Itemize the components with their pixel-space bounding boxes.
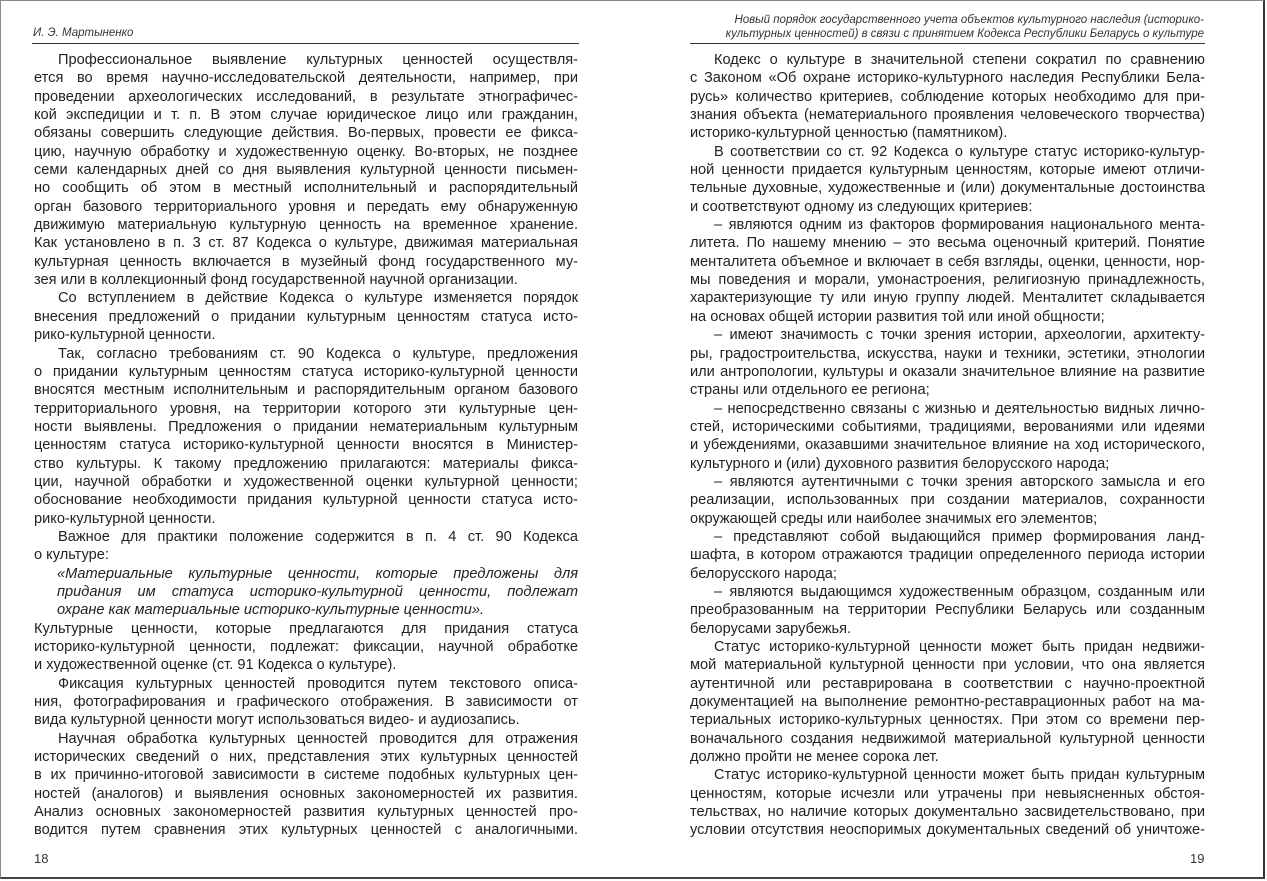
- text-line: культурная ценность включается в музейный фонд государственного му-: [34, 253, 578, 270]
- text-line: преобразованным на территории Республики Беларусь или созданным: [690, 602, 1205, 619]
- text-line: документацией на выполнение ремонтно-реставрационных работ на ма-: [690, 694, 1205, 711]
- text-line: Со вступлением в действие Кодекса о культуре изменяется порядок: [58, 290, 578, 307]
- page-number: 19: [1190, 851, 1205, 866]
- text-line: цию, научную обработку и художественную оценку. Во-вторых, не позднее: [34, 143, 578, 160]
- text-line: стей, историческими событиями, традициями, верованиями или идеями: [690, 418, 1205, 435]
- paragraph: [690, 216, 1205, 326]
- left-page: [0, 0, 633, 881]
- text-line: историко-культурной ценностью (памятником).: [690, 125, 1008, 142]
- text-line: ностей (аналогов) и выявления основных закономерностей их развития.: [34, 785, 578, 802]
- text-line: характеризующие ту или иную группу людей. Менталитет складывается: [690, 290, 1205, 307]
- text-line: территориального уровня, на территории которого эти культурные цен-: [34, 400, 578, 417]
- text-line: тельствах, но наличие которых документально засвидетельствовано, при: [690, 804, 1205, 821]
- paragraph: [34, 675, 578, 730]
- text-line: литета. По нашему мнению – это весьма оценочный критерий. Понятие: [690, 235, 1205, 252]
- text-line: Так, согласно требованиям ст. 90 Кодекса о культуре, предложения: [58, 345, 578, 362]
- body-text-column: [690, 51, 1205, 840]
- text-line: ры, градостроительства, искусства, науки и техники, эстетики, этнологии: [690, 345, 1205, 362]
- text-line: придания им статуса историко-культурной ценности, подлежат: [57, 583, 578, 600]
- text-line: вида культурной ценности могут использоваться видео- и аудиозапись.: [34, 712, 520, 729]
- text-line: воначального создания недвижимой материальной культурной ценности: [690, 730, 1205, 747]
- text-line: Культурные ценности, которые предлагаются для придания статуса: [34, 620, 578, 637]
- paragraph: [34, 620, 578, 675]
- paragraph: [690, 143, 1205, 216]
- text-line: страны или отдельного ее региона;: [690, 382, 930, 399]
- paragraph: [34, 289, 578, 344]
- text-line: но сообщить об этом в местный исполнительный и распорядительный: [34, 180, 578, 197]
- text-line: ния, фотографирования и графического отображения. В зависимости от: [34, 694, 578, 711]
- text-line: ной ценности придается культурным ценностям, которые имеют отличи-: [690, 162, 1205, 179]
- text-line: ции, научной обработки и художественной оценки культурной ценности;: [34, 473, 578, 490]
- text-line: семи календарных дней со дня выявления культурной ценности письмен-: [34, 162, 578, 179]
- text-line: – непосредственно связаны с жизнью и деятельностью видных лично-: [714, 400, 1205, 417]
- paragraph: [690, 326, 1205, 399]
- paragraph: [690, 51, 1205, 143]
- text-line: и убеждениями, оказавшими значительное влияние на ход исторического,: [690, 437, 1205, 454]
- paragraph: [690, 766, 1205, 839]
- text-line: культурного и (или) духовного развития белорусского народа;: [690, 455, 1110, 472]
- text-line: знания объекта (нематериального проявления человеческого творчества): [690, 107, 1205, 124]
- text-line: реализации, использованных при создании материалов, сохранности: [690, 492, 1205, 509]
- page-number: 18: [34, 851, 49, 866]
- block-quote: [34, 565, 578, 620]
- paragraph: [690, 638, 1205, 766]
- text-line: кой экспедиции и т. п. В этом случае юридическое лицо или гражданин,: [34, 107, 578, 124]
- text-line: проведении археологических исследований, в результате этнографичес-: [34, 88, 578, 105]
- paragraph: [690, 473, 1205, 528]
- text-line: аутентичной или реставрирована в соответствии с научно-проектной: [690, 675, 1205, 692]
- text-line: ценностям, которые исчезли или утрачены при невыясненных обстоя-: [690, 785, 1205, 802]
- text-line: Статус историко-культурной ценности может быть придан культурным: [714, 767, 1205, 784]
- text-line: историко-культурной ценности, подлежат: фиксации, научной обработке: [34, 639, 578, 655]
- paragraph: [690, 400, 1205, 473]
- text-line: на основах общей истории развития той или иной общности;: [690, 308, 1105, 325]
- text-line: белорусами зарубежья.: [690, 620, 852, 637]
- text-line: исторических сведений о них, представления этих культурных ценностей: [34, 749, 578, 766]
- text-line: – являются одним из факторов формирования национального мента-: [714, 217, 1205, 234]
- text-line: с Законом «Об охране историко-культурного наследия Республики Бела-: [690, 70, 1205, 87]
- text-line: обязаны совершить следующие действия. Во-первых, провести ее фикса-: [34, 125, 578, 142]
- text-line: зея или в коллекционный фонд государственной научной организации.: [34, 272, 518, 289]
- text-line: водится путем сравнения этих культурных ценностей с аналогичными.: [34, 822, 578, 839]
- text-line: – имеют значимость с точки зрения истории, археологии, архитекту-: [714, 327, 1205, 344]
- text-line: в их причинно-итоговой зависимости в системе подобных культурных цен-: [34, 767, 578, 784]
- text-line: – являются аутентичными с точки зрения авторского замысла и его: [714, 473, 1205, 490]
- text-line: Фиксация культурных ценностей проводится путем текстового описа-: [58, 675, 578, 692]
- text-line: белорусского народа;: [690, 565, 837, 582]
- text-line: о придании культурным ценностям статуса историко-культурной ценности: [34, 363, 578, 380]
- text-line: – являются выдающимся художественным образцом, созданным или: [714, 583, 1205, 600]
- text-line: ется во время научно-исследовательской деятельности, например, при: [34, 70, 578, 87]
- paragraph: [690, 528, 1205, 583]
- text-line: Важное для практики положение содержится в п. 4 ст. 90 Кодекса: [58, 528, 578, 545]
- paragraph: [34, 730, 578, 840]
- text-line: и соответствуют одному из следующих критериев:: [690, 198, 1033, 215]
- text-line: обоснование необходимости придания культурной ценности статуса исто-: [34, 492, 578, 509]
- text-line: Профессиональное выявление культурных ценностей осуществля-: [58, 52, 578, 68]
- text-line: Анализ основных закономерностей развития культурных ценностей про-: [34, 804, 578, 821]
- right-page: [634, 0, 1267, 881]
- running-head-line: культурных ценностей) в связи с принятием Кодекса Республики Беларусь о культуре: [725, 27, 1204, 40]
- text-line: Статус историко-культурной ценности может быть придан недвижи-: [714, 639, 1205, 655]
- text-line: орган базового территориального уровня и передать ему обнаруженную: [34, 198, 578, 215]
- text-line: окружающей среды или наиболее значимых его элементов;: [690, 510, 1098, 527]
- text-line: шафта, в котором отражаются традиции определенного периода истории: [690, 547, 1205, 564]
- text-line: Научная обработка культурных ценностей проводится для отражения: [58, 730, 578, 747]
- body-text-column: [34, 51, 578, 840]
- text-line: должно пройти не менее сорока лет.: [690, 749, 939, 766]
- running-head-author: И. Э. Мартыненко: [33, 27, 134, 39]
- text-line: русь» количество критериев, соблюдение которых необходимо для при-: [690, 88, 1205, 105]
- text-line: вносятся местным исполнительным и распорядительным органом базового: [34, 382, 578, 399]
- text-line: охране как материальные историко-культурные ценности».: [57, 602, 485, 619]
- text-line: мы поведения и морали, умонастроения, религиозную принадлежность,: [690, 272, 1205, 289]
- text-line: условии отсутствия неоспоримых документальных сведений об уничтоже-: [690, 822, 1205, 839]
- text-line: «Материальные культурные ценности, которые предложены для: [57, 565, 578, 582]
- paragraph: [690, 583, 1205, 638]
- running-head-title: [690, 14, 1204, 41]
- header-rule: [32, 43, 579, 44]
- text-line: рико-культурной ценности.: [34, 327, 216, 344]
- text-line: рико-культурной ценности.: [34, 510, 216, 527]
- running-head-line: Новый порядок государственного учета объектов культурного наследия (историко-: [734, 14, 1204, 26]
- text-line: и художественной оценке (ст. 91 Кодекса о культуре).: [34, 657, 397, 674]
- text-line: тельные духовные, художественные и (или) документальные достоинства: [690, 180, 1205, 197]
- text-line: ности выявлены. Предложения о придании нематериальным культурным: [34, 418, 578, 435]
- text-line: Как установлено в п. 3 ст. 87 Кодекса о культуре, движимая материальная: [34, 235, 578, 252]
- text-line: Кодекс о культуре в значительной степени сократил по сравнению: [714, 52, 1205, 68]
- text-line: внесения предложений о придании культурным ценностям статуса исто-: [34, 308, 578, 325]
- text-line: менталитета объемное и включает в себя взгляды, оценки, ценности, нор-: [690, 253, 1205, 270]
- text-line: движимую материальную культурную ценность на временное хранение.: [34, 217, 578, 234]
- text-line: или антропологии, культуры и оказали значительное влияние на развитие: [690, 363, 1205, 380]
- text-line: ценностям статуса историко-культурной ценности вносятся в Министер-: [34, 437, 578, 454]
- paragraph: [34, 51, 578, 289]
- text-line: В соответствии со ст. 92 Кодекса о культуре статус историко-культур-: [714, 143, 1205, 160]
- text-line: териальных историко-культурных ценностях. При этом со времени пер-: [690, 712, 1205, 729]
- text-line: – представляют собой выдающийся пример формирования ланд-: [714, 528, 1205, 545]
- text-line: ство культуры. К такому предложению прилагаются: материалы фикса-: [34, 455, 578, 472]
- text-line: о культуре:: [34, 547, 109, 564]
- text-line: мой материальной культурной ценности при условии, что она является: [690, 657, 1205, 674]
- paragraph: [34, 528, 578, 565]
- paragraph: [34, 345, 578, 528]
- header-rule: [690, 43, 1205, 44]
